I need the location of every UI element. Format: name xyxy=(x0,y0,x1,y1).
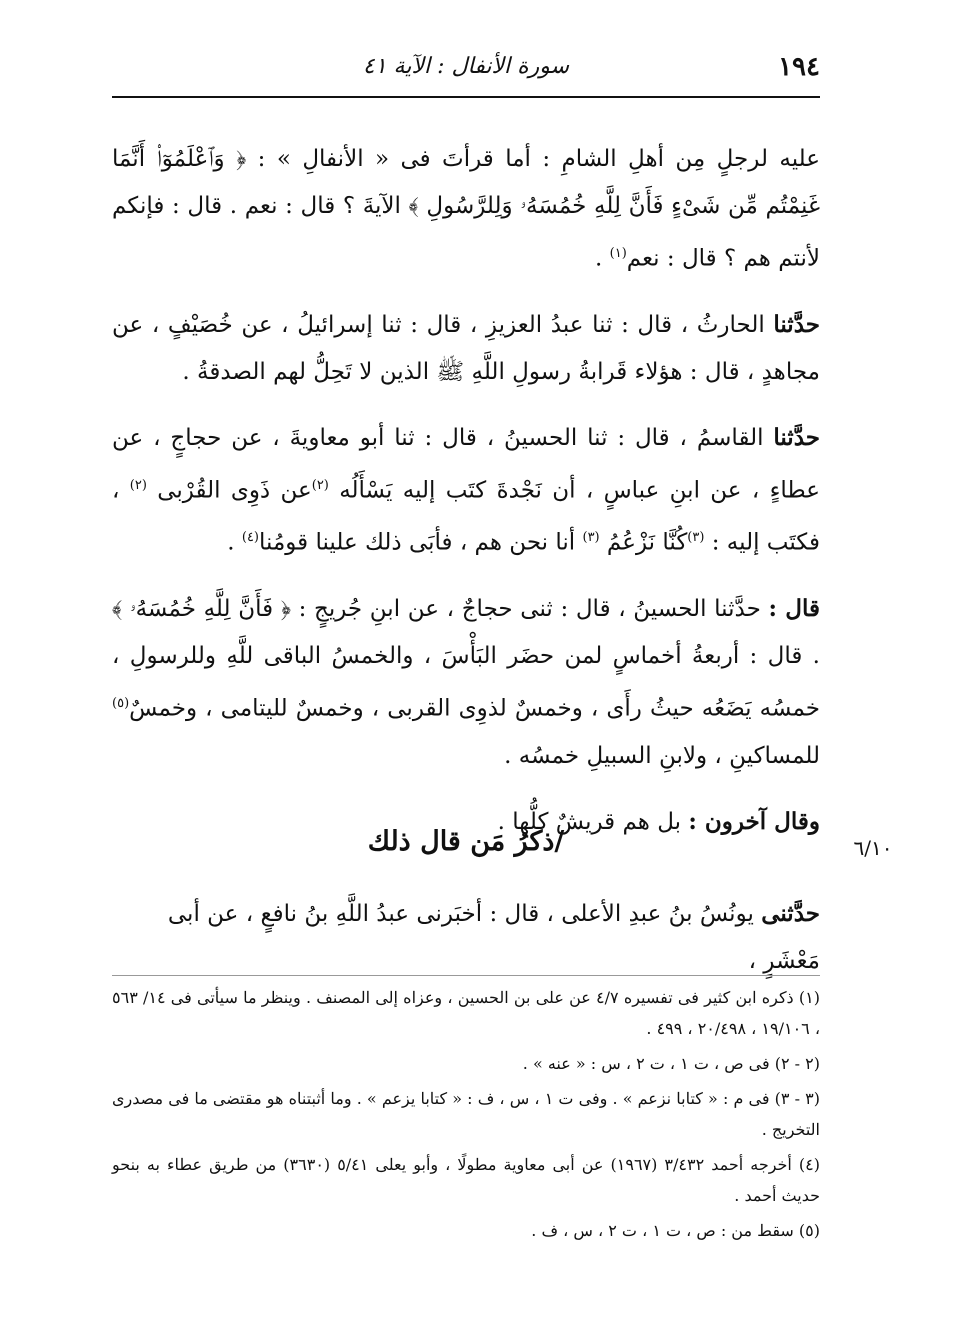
paragraph-6-lead: حدَّثنى xyxy=(761,900,820,927)
paragraph-5-text: بل هم قريشٌ كلُّها . xyxy=(497,808,689,835)
section-heading: /ذكرُ مَن قال ذلك xyxy=(367,826,565,857)
footnote-ref-2-end: (٢) xyxy=(129,477,147,493)
paragraph-3-end: . xyxy=(227,529,242,556)
paragraph-1 xyxy=(112,136,820,283)
paragraph-4-text-a: حدَّثنا الحسينُ ، قال : ثنى حجاجٌ ، عن ابنِ جُريجٍ : ﴿ فَأَنَّ لِلَّهِ خُمُسَهُۥ ﴾ . قال : أربعةُ أخماسٍ لمن حضَر البَأْسَ ، والخمسُ الباقى للَّهِ وللرسولِ ، خمسُه يَضَعُه حيثُ رأَى ، وخمسٌ لذوِى القربى ، وخمسٌ لليتامى ، وخمسٌ xyxy=(112,595,820,722)
main-text xyxy=(112,136,820,864)
paragraph-1-end: . xyxy=(595,245,610,272)
paragraph-3-text-a: القاسمُ ، قال : ثنا الحسينُ ، قال : ثنا أبو معاويةَ ، عن حجاجٍ ، عن عطاءٍ ، عن ابنِ عباسٍ ، أن نَجْدةَ كتَب إليه يَسْأَلُه xyxy=(112,424,821,504)
page-header xyxy=(112,48,820,88)
paragraph-3-lead: حدَّثنا xyxy=(773,423,820,451)
footnote-ref-2-start: (٢) xyxy=(311,477,329,493)
footnote-ref-3-start: (٣) xyxy=(687,530,705,546)
paragraph-2-text: الحارثُ ، قال : ثنا عبدُ العزيزِ ، قال : ثنا إسرائيلُ ، عن خُصَيْفٍ ، عن مجاهدٍ ، قال : هؤلاء قَرابةُ رسولِ اللَّهِ ﷺ الذين لا تَحِلُّ لهم الصدقةُ . xyxy=(112,311,820,385)
paragraph-3 xyxy=(112,414,820,567)
running-title: سورة الأنفال : الآية ٤١ xyxy=(362,54,570,79)
paragraph-5-lead: وقال آخرون : xyxy=(688,807,820,835)
paragraph-3-text-e: أنا نحن هم ، فأبَى ذلك علينا قومُنا xyxy=(259,529,583,556)
footnote-5: (٥) سقط من : ص ، ت ١ ، ت ٢ ، س ، ف . xyxy=(531,1221,820,1240)
header-rule xyxy=(112,96,820,98)
paragraph-3-text-d: كُنَّا نَزْعُمُ xyxy=(599,529,688,556)
paragraph-3-text-b: عن ذَوِى القُرْبى xyxy=(146,477,312,504)
paragraph-4 xyxy=(112,585,820,780)
paragraph-4-text-b: للمساكينِ ، ولابنِ السبيلِ خمسُه . xyxy=(504,742,820,769)
paragraph-1-text: عليه لرجلٍ مِن أهلِ الشامِ : أما قرأتَ فى « الأنفالِ » : ﴿ وَٱعْلَمُوٓا۟ أَنَّمَا غَنِمْتُم مِّن شَىْءٍ فَأَنَّ لِلَّهِ خُمُسَهُۥ وَلِلرَّسُولِ ﴾ الآيةَ ؟ قال : نعم . قال : فإنكم لأنتم هم ؟ قال : نعم xyxy=(112,146,820,272)
page-number: ١٩٤ xyxy=(778,52,820,82)
footnote-ref-3-end: (٣) xyxy=(582,530,600,546)
footnote-3: (٣ - ٣) فى م : « كتابا نزعم » . وفى ت ١ ، س ، ف : « كتابا يزعم » . وما أثبتناه هو مقتضى ما فى مصدرى التخريج . xyxy=(112,1089,821,1139)
paragraph-6 xyxy=(112,890,820,985)
paragraph-2 xyxy=(112,301,820,396)
footnote-4: (٤) أخرجه أحمد ٣/٤٣٢ (١٩٦٧) عن أبى معاوية مطولًا ، وأبو يعلى ٥/٤١ (٣٦٣٠) من طريق عطاء به بنحو حديث أحمد . xyxy=(112,1155,820,1205)
paragraph-6-text: يونُسُ بنُ عبدِ الأعلى ، قال : أخبَرنى عبدُ اللَّهِ بنُ نافعٍ ، عن أبى مَعْشَرٍ ، xyxy=(167,901,820,974)
footnote-2: (٢ - ٢) فى ص ، ت ١ ، ت ٢ ، س : « عنه » . xyxy=(522,1054,820,1073)
footnotes xyxy=(112,982,820,1250)
paragraph-2-lead: حدَّثنا xyxy=(773,310,820,338)
footnote-rule xyxy=(112,975,820,976)
footnote-ref-5: (٥) xyxy=(112,695,130,711)
footnote-ref-4: (٤) xyxy=(241,530,259,546)
footnote-1: (١) ذكره ابن كثير فى تفسيره ٤/٧ عن على بن الحسين ، وعزاه إلى المصنف . وينظر ما سيأتى فى ١٤/ ٥٦٣ ، ١٩/١٠٦ ، ٢٠/٤٩٨ ، ٤٩٩ . xyxy=(112,988,820,1038)
margin-reference: ٦/١٠ xyxy=(853,836,893,860)
footnote-ref-1: (١) xyxy=(609,246,627,261)
paragraph-4-lead: قال : xyxy=(768,594,821,622)
paragraph-3-text-c: ، فكتَب إليه : xyxy=(112,477,820,556)
